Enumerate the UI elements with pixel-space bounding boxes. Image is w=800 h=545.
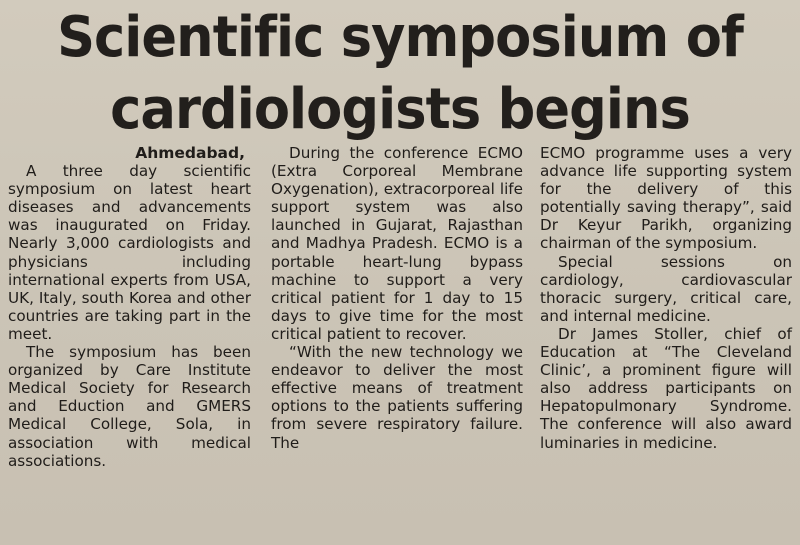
paragraph: A three day scientific symposium on latest heart diseases and advancements was inaugurated on Friday. Nearly 3,000 cardiologists and physicians including international experts from USA, UK, Italy, south Korea and other countries are taking part in the meet. (8, 162, 251, 343)
paragraph: Dr James Stoller, chief of Education at “The Cleveland Clinic’, a prominent figure will also address participants on Hepatopulmonary Syndrome. The conference will also award luminaries in medicine. (540, 324, 792, 452)
paragraph: During the conference ECMO (Extra Corporeal Membrane Oxygenation), extracorporeal life support system was also launched in Gujarat, Rajasthan and Madhya Pradesh. ECMO is a portable heart-lung bypass machine to support a very critical patient for 1 day to 15 days to give time for the most critical patient to recover. (271, 144, 523, 343)
paragraph: Special sessions on cardiology, cardiovascular thoracic surgery, critical care, and internal medicine. (540, 252, 792, 325)
paragraph: ECMO programme uses a very advance life supporting system for the delivery of this potentially saving therapy”, said Dr Keyur Parikh, organizing chairman of the symposium. (540, 144, 792, 253)
headline-line-2: cardiologists begins (110, 77, 690, 142)
paragraph: “With the new technology we endeavor to deliver the most effective means of treatment options to the patients suffering from severe respiratory failure. The (271, 343, 523, 452)
article-column-1 (8, 144, 251, 470)
article-column-2 (271, 144, 523, 452)
paragraph: The symposium has been organized by Care Institute Medical Society for Research and Eduction and GMERS Medical College, Sola, in association with medical associations. (8, 343, 251, 470)
headline-line-1: Scientific symposium of (57, 5, 743, 70)
dateline: Ahmedabad, (135, 144, 245, 162)
article-column-3 (540, 144, 792, 452)
